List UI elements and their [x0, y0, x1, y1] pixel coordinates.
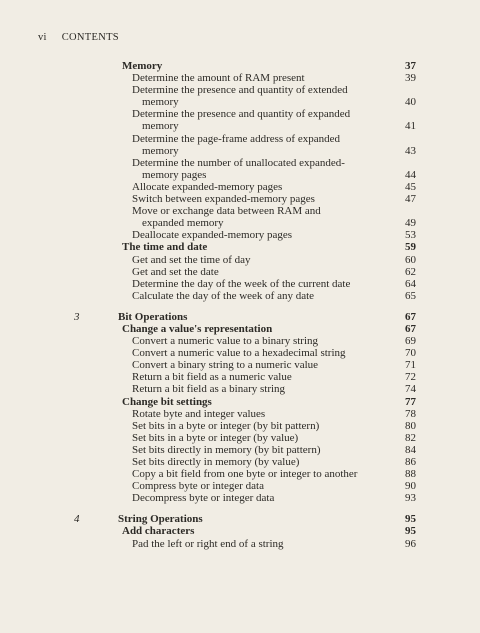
entry-title: Add characters	[122, 525, 195, 538]
toc-chapter-entry	[74, 310, 416, 323]
entry-page-number: 49	[405, 217, 416, 230]
entry-title: Convert a binary string to a numeric value	[132, 359, 319, 372]
entry-title: Get and set the time of day	[132, 253, 251, 266]
entry-title: Allocate expanded-memory pages	[132, 180, 283, 193]
entry-title: Return a bit field as a binary string	[132, 383, 286, 396]
entry-page-number: 78	[405, 407, 416, 420]
entry-title: Determine the presence and quantity of expanded	[132, 108, 351, 121]
toc-entry	[96, 145, 416, 157]
toc-section-entry	[96, 525, 416, 537]
toc-entry	[96, 266, 416, 278]
chapter-number: 3	[74, 310, 80, 323]
entry-title: Bit Operations	[118, 310, 188, 323]
toc-section-entry	[96, 241, 416, 253]
entry-title: Memory	[122, 60, 163, 72]
entry-title: Pad the left or right end of a string	[132, 537, 284, 550]
entry-title: Switch between expanded-memory pages	[132, 193, 315, 206]
entry-page-number: 96	[405, 537, 416, 550]
entry-page-number: 71	[405, 359, 416, 372]
entry-title: expanded memory	[142, 217, 224, 230]
page-number: vi	[38, 32, 47, 43]
entry-page-number: 82	[405, 431, 416, 444]
entry-title: Return a bit field as a numeric value	[132, 371, 292, 384]
entry-title: Set bits directly in memory (by bit pattern)	[132, 443, 321, 456]
entry-page-number: 65	[405, 289, 416, 302]
toc-entry	[96, 456, 416, 468]
toc-entry	[96, 420, 416, 432]
entry-title: Move or exchange data between RAM and	[132, 205, 321, 218]
entry-title: memory	[142, 144, 179, 157]
toc-entry	[96, 96, 416, 108]
entry-page-number: 69	[405, 335, 416, 348]
toc-entry	[96, 205, 416, 217]
entry-page-number: 67	[405, 322, 416, 335]
entry-page-number: 74	[405, 383, 416, 396]
toc-entry	[96, 84, 416, 96]
toc-entry	[96, 480, 416, 492]
entry-page-number: 43	[405, 144, 416, 157]
toc-section-entry	[96, 60, 416, 72]
entry-title: memory	[142, 96, 179, 109]
section-gap	[96, 302, 416, 311]
toc-entry	[96, 278, 416, 290]
entry-page-number: 84	[405, 443, 416, 456]
toc-entry	[96, 229, 416, 241]
toc-entry	[96, 383, 416, 395]
entry-page-number: 37	[405, 60, 416, 72]
entry-page-number: 62	[405, 265, 416, 278]
chapter-number: 4	[74, 513, 80, 526]
toc-entry	[96, 254, 416, 266]
entry-title: The time and date	[122, 241, 208, 254]
entry-title: Deallocate expanded-memory pages	[132, 229, 293, 242]
entry-page-number: 53	[405, 229, 416, 242]
running-head	[38, 32, 131, 43]
entry-page-number: 40	[405, 96, 416, 109]
entry-page-number: 95	[405, 525, 416, 538]
entry-title: memory	[142, 120, 179, 133]
toc-entry	[96, 347, 416, 359]
entry-page-number: 41	[405, 120, 416, 133]
section-gap	[96, 504, 416, 513]
toc-entry	[96, 359, 416, 371]
toc-entry	[96, 193, 416, 205]
entry-title: Determine the amount of RAM present	[132, 72, 305, 85]
toc-entry	[96, 444, 416, 456]
toc-entry	[96, 108, 416, 120]
entry-page-number: 93	[405, 492, 416, 505]
entry-title: Determine the page-frame address of expanded	[132, 132, 340, 145]
entry-page-number: 90	[405, 480, 416, 493]
toc-entry	[96, 492, 416, 504]
toc-chapter-entry	[74, 513, 416, 526]
entry-page-number: 86	[405, 456, 416, 468]
entry-title: Rotate byte and integer values	[132, 407, 266, 420]
entry-title: Copy a bit field from one byte or integer to another	[132, 468, 358, 481]
toc-entry	[96, 169, 416, 181]
toc-entry	[96, 290, 416, 302]
entry-title: Change bit settings	[122, 395, 212, 408]
entry-title: Convert a numeric value to a binary string	[132, 335, 319, 348]
toc-entry	[96, 120, 416, 132]
toc-entry	[96, 335, 416, 347]
toc-entry	[96, 72, 416, 84]
running-title: CONTENTS	[61, 32, 119, 43]
entry-title: Determine the presence and quantity of extended	[132, 84, 348, 97]
entry-title: Change a value's representation	[122, 322, 273, 335]
entry-page-number: 64	[405, 277, 416, 290]
toc-entry	[96, 371, 416, 383]
entry-title: Set bits in a byte or integer (by value)	[132, 431, 299, 444]
toc-entry	[96, 432, 416, 444]
entry-page-number: 45	[405, 180, 416, 193]
toc-section-entry	[96, 323, 416, 335]
entry-page-number: 72	[405, 371, 416, 384]
entry-page-number: 67	[405, 310, 416, 323]
table-of-contents	[74, 60, 416, 550]
entry-title: String Operations	[118, 513, 203, 526]
entry-page-number: 88	[405, 468, 416, 481]
toc-entry	[96, 538, 416, 550]
toc-entry	[96, 181, 416, 193]
entry-page-number: 77	[405, 395, 416, 408]
toc-entry	[96, 133, 416, 145]
toc-entry	[96, 408, 416, 420]
entry-page-number: 70	[405, 347, 416, 360]
entry-title: Get and set the date	[132, 265, 219, 278]
toc-entry	[96, 157, 416, 169]
entry-title: Calculate the day of the week of any date	[132, 289, 315, 302]
entry-title: Determine the day of the week of the current date	[132, 277, 351, 290]
entry-title: Set bits directly in memory (by value)	[132, 456, 300, 468]
entry-page-number: 95	[405, 513, 416, 526]
entry-page-number: 47	[405, 193, 416, 206]
entry-page-number: 60	[405, 253, 416, 266]
entry-page-number: 80	[405, 419, 416, 432]
toc-entry	[96, 217, 416, 229]
entry-title: Compress byte or integer data	[132, 480, 264, 493]
entry-title: Decompress byte or integer data	[132, 492, 275, 505]
entry-page-number: 59	[405, 241, 416, 254]
entry-page-number: 39	[405, 72, 416, 85]
entry-title: memory pages	[142, 168, 207, 181]
toc-entry	[96, 468, 416, 480]
toc-section-entry	[96, 396, 416, 408]
entry-page-number: 44	[405, 168, 416, 181]
entry-title: Set bits in a byte or integer (by bit pattern)	[132, 419, 320, 432]
entry-title: Determine the number of unallocated expanded-	[132, 156, 345, 169]
entry-title: Convert a numeric value to a hexadecimal string	[132, 347, 346, 360]
